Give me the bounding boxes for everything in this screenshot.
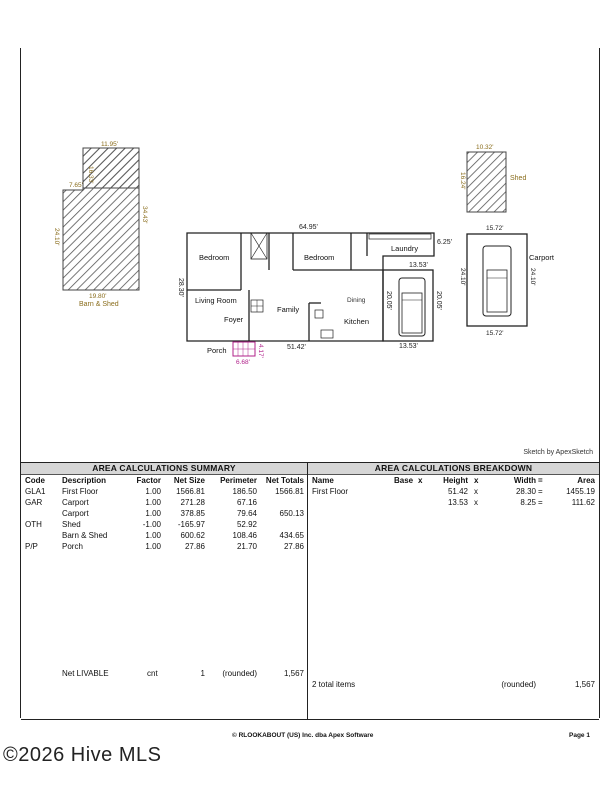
breakdown-item-count: 2 total items (312, 680, 356, 689)
room-family: Family (277, 305, 300, 314)
room-living-room: Living Room (195, 296, 237, 305)
cell-code: OTH (25, 520, 42, 529)
cell-area: 1455.19 (566, 487, 595, 496)
porch-dim-bottom: 6.68' (236, 359, 250, 366)
cell-x: x (474, 498, 478, 507)
breakdown-col-width: Width (513, 476, 536, 485)
summary-title: AREA CALCULATIONS SUMMARY (21, 463, 307, 475)
cell-code: GAR (25, 498, 43, 507)
cell-factor: 1.00 (145, 542, 161, 551)
cell-height: 13.53 (447, 498, 468, 507)
cell-description: First Floor (62, 487, 98, 496)
table-row (21, 519, 307, 530)
cell-equals: = (538, 498, 543, 507)
cell-description: Carport (62, 509, 89, 518)
room-laundry: Laundry (391, 244, 419, 253)
table-row (308, 486, 599, 497)
breakdown-title: AREA CALCULATIONS BREAKDOWN (308, 463, 599, 475)
area-tables (21, 462, 599, 720)
porch-dim-side: 4.17' (257, 344, 264, 358)
breakdown-col-base: Base (394, 476, 414, 485)
cell-net-size: 378.85 (180, 509, 205, 518)
garage-dim-left: 20.05' (385, 291, 392, 310)
carport-dim-bottom: 15.72' (486, 330, 504, 337)
shed-dim-top: 10.32' (476, 144, 494, 151)
garage-dim-right: 20.05' (435, 291, 442, 310)
cell-net-total: 1566.81 (275, 487, 304, 496)
room-bedroom-1: Bedroom (199, 253, 230, 262)
room-kitchen: Kitchen (344, 317, 370, 326)
footer-company: © RLOOKABOUT (US) Inc. dba Apex Software (232, 732, 374, 739)
cell-description: Porch (62, 542, 83, 551)
floor-plan-sketch (21, 48, 599, 462)
barn-dim-right: 34.43' (141, 206, 148, 224)
cell-equals: = (538, 487, 543, 496)
mls-watermark: ©2026 Hive MLS (3, 744, 162, 766)
net-livable-label: Net LIVABLE (62, 669, 109, 678)
summary-col-net-totals: Net Totals (265, 476, 304, 485)
area-summary-table (21, 463, 308, 719)
cell-factor: 1.00 (145, 487, 161, 496)
cell-width: 8.25 (520, 498, 536, 507)
cell-description: Barn & Shed (62, 531, 108, 540)
room-bedroom-2: Bedroom (304, 253, 335, 262)
footer-page-number: Page 1 (569, 732, 590, 739)
cell-factor: 1.00 (145, 498, 161, 507)
net-livable-row (21, 668, 307, 679)
cell-perimeter: 108.46 (232, 531, 257, 540)
cell-net-size: 27.86 (184, 542, 205, 551)
cell-x: x (474, 487, 478, 496)
cell-name: First Floor (312, 487, 348, 496)
carport-car (483, 246, 511, 316)
barn-label: Barn & Shed (79, 301, 119, 308)
room-dining: Dining (347, 297, 366, 304)
house-dim-right-top: 6.25' (437, 239, 452, 246)
house-dim-bottom: 51.42' (287, 344, 306, 351)
area-breakdown-table (308, 463, 599, 719)
breakdown-col-equals: = (538, 476, 543, 485)
room-foyer: Foyer (224, 315, 244, 324)
cell-description: Shed (62, 520, 81, 529)
cell-perimeter: 21.70 (236, 542, 257, 551)
shed-outline (467, 152, 506, 212)
table-row (308, 497, 599, 508)
summary-header-row (21, 475, 307, 486)
cell-net-size: -165.97 (177, 520, 205, 529)
net-livable-unit: cnt (147, 669, 158, 678)
table-row (21, 486, 307, 497)
breakdown-total-note: (rounded) (501, 680, 536, 689)
table-row (21, 508, 307, 519)
breakdown-total: 1,567 (574, 680, 595, 689)
carport-dim-left: 24.10' (459, 268, 466, 286)
cell-height: 51.42 (447, 487, 468, 496)
breakdown-col-x2: x (474, 476, 479, 485)
cell-code: P/P (25, 542, 38, 551)
carport-dim-top: 15.72' (486, 225, 504, 232)
page-footer (0, 732, 612, 742)
net-livable-total: 1,567 (283, 669, 304, 678)
cell-perimeter: 186.50 (232, 487, 257, 496)
cell-net-total: 27.86 (283, 542, 304, 551)
cell-net-size: 1566.81 (176, 487, 205, 496)
cell-perimeter: 79.64 (236, 509, 257, 518)
cell-factor: -1.00 (142, 520, 161, 529)
cell-perimeter: 52.92 (236, 520, 257, 529)
carport-label: Carport (529, 253, 555, 262)
shed-label: Shed (510, 175, 527, 182)
house-dim-left: 28.30' (177, 278, 184, 297)
breakdown-header-row (308, 475, 599, 486)
table-row (21, 530, 307, 541)
barn-dim-notch-v: 16.33' (87, 166, 94, 184)
breakdown-col-area: Area (577, 476, 595, 485)
cell-perimeter: 67.16 (236, 498, 257, 507)
carport-dim-right: 24.10' (529, 268, 536, 286)
table-row (21, 541, 307, 552)
barn-dim-bottom: 19.80' (89, 293, 107, 300)
cell-net-total: 650.13 (279, 509, 304, 518)
barn-dim-top: 11.95' (101, 141, 119, 148)
barn-shed-outline (63, 148, 139, 290)
room-porch: Porch (207, 346, 227, 355)
barn-dim-notch-h: 7.65' (69, 182, 83, 189)
floor-plan-drawing (21, 48, 599, 462)
breakdown-col-x1: x (418, 476, 423, 485)
summary-col-code: Code (25, 476, 45, 485)
summary-col-description: Description (62, 476, 107, 485)
barn-dim-left: 24.10' (53, 228, 60, 246)
breakdown-col-height: Height (443, 476, 468, 485)
cell-net-size: 271.28 (180, 498, 205, 507)
net-livable-count: 1 (200, 669, 205, 678)
cell-factor: 1.00 (145, 509, 161, 518)
cell-factor: 1.00 (145, 531, 161, 540)
sketch-page (20, 48, 600, 718)
cell-net-total: 434.65 (279, 531, 304, 540)
garage-dim-bottom: 13.53' (399, 343, 418, 350)
breakdown-total-row (308, 679, 599, 690)
breakdown-col-name: Name (312, 476, 334, 485)
table-row (21, 497, 307, 508)
cell-width: 28.30 (515, 487, 536, 496)
shed-dim-side: 16.24' (459, 172, 466, 190)
summary-col-perimeter: Perimeter (220, 476, 257, 485)
sketch-credit: Sketch by ApexSketch (523, 449, 593, 456)
garage-dim-top: 13.53' (409, 262, 428, 269)
cell-net-size: 600.62 (180, 531, 205, 540)
cell-description: Carport (62, 498, 89, 507)
net-livable-note: (rounded) (222, 669, 257, 678)
house-dim-top: 64.95' (299, 224, 318, 231)
summary-col-factor: Factor (136, 476, 161, 485)
cell-code: GLA1 (25, 487, 46, 496)
cell-area: 111.62 (571, 498, 595, 507)
summary-col-net-size: Net Size (173, 476, 205, 485)
